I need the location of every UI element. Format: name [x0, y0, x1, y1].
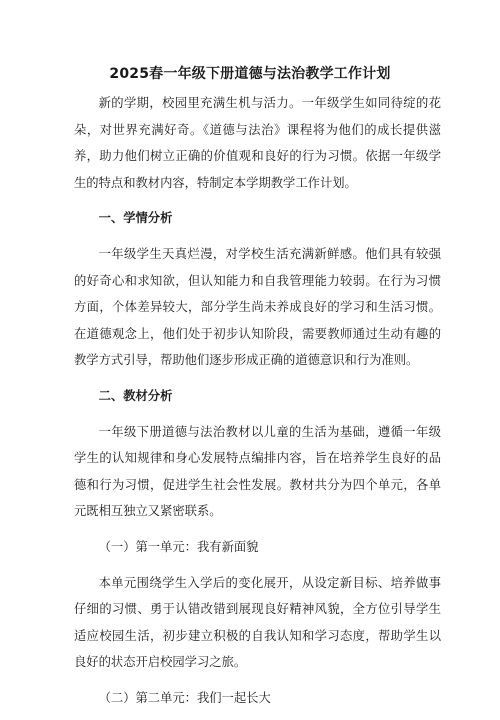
unit2-heading: （二）第二单元：我们一起长大: [98, 690, 271, 705]
student-analysis-paragraph: 一年级学生天真烂漫，对学校生活充满新鲜感。他们具有较强的好奇心和求知欲，但认知能力和自我管理能力较弱。在行为习惯方面，个体差异较大，部分学生尚未养成良好的学习和生活习惯。在道德观念上，他们处于初步认知阶段，需要教师通过生动有趣的教学方式引导，帮助他们逐步形成正确的道德意识和行为准则。: [74, 246, 441, 368]
section-heading-textbook-analysis: 二、教材分析: [98, 388, 173, 403]
unit1-heading: （一）第一单元：我有新面貌: [98, 539, 259, 554]
unit1-paragraph: 本单元围绕学生入学后的变化展开，从设定新目标、培养做事仔细的习惯、勇于认错改错到展现良好精神风貌，全方位引导学生适应校园生活，初步建立积极的自我认知和学习态度，帮助学生以良好的状态开启校园学习之旅。: [74, 575, 441, 670]
intro-paragraph: 新的学期，校园里充满生机与活力。一年级学生如同待绽的花朵，对世界充满好奇。《道德与法治》课程将为他们的成长提供滋养，助力他们树立正确的价值观和良好的行为习惯。依据一年级学生的特点和教材内容，特制定本学期教学工作计划。: [74, 96, 441, 190]
section-heading-student-analysis: 一、学情分析: [98, 211, 173, 226]
textbook-analysis-paragraph: 一年级下册道德与法治教材以儿童的生活为基础，遵循一年级学生的认知规律和身心发展特点编排内容，旨在培养学生良好的品德和行为习惯，促进学生社会性发展。教材共分为四个单元，各单元既相互独立又紧密联系。: [74, 424, 441, 519]
document-body: [74, 90, 441, 720]
document-title: 2025春一年级下册道德与法治教学工作计划: [109, 66, 391, 82]
